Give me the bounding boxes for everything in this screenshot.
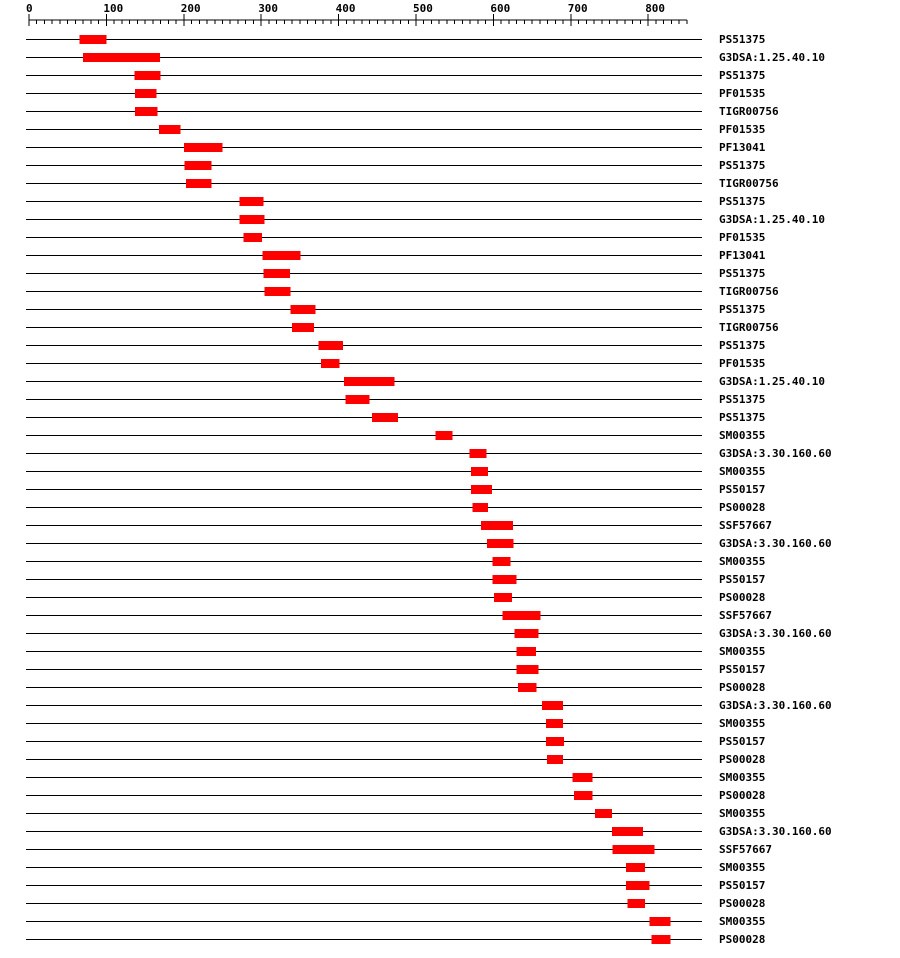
feature-track-row [26, 573, 765, 586]
domain-id-label: PS51375 [719, 195, 766, 208]
domain-id-label: SM00355 [719, 717, 766, 730]
domain-hit-bar[interactable] [159, 125, 181, 134]
feature-track-row [26, 303, 765, 316]
feature-track-row [26, 51, 825, 64]
domain-hit-bar[interactable] [134, 71, 160, 80]
domain-id-label: PS50157 [719, 879, 766, 892]
domain-hit-bar[interactable] [186, 179, 212, 188]
feature-track-row [26, 861, 765, 874]
domain-id-label: SM00355 [719, 555, 766, 568]
domain-id-label: SM00355 [719, 771, 766, 784]
feature-track-row [26, 627, 832, 640]
domain-hit-bar[interactable] [542, 701, 563, 710]
feature-track-row [26, 123, 765, 136]
ruler-tick-label: 600 [490, 2, 511, 15]
feature-track-row [26, 807, 765, 820]
domain-hit-bar[interactable] [547, 755, 563, 764]
domain-id-label: PS51375 [719, 69, 766, 82]
feature-track-row [26, 699, 832, 712]
feature-track-row [26, 105, 779, 118]
domain-id-label: PS00028 [719, 933, 766, 946]
domain-id-label: G3DSA:3.30.160.60 [719, 447, 832, 460]
domain-hit-bar[interactable] [240, 197, 264, 206]
domain-hit-bar[interactable] [651, 935, 670, 944]
domain-id-label: TIGR00756 [719, 285, 779, 298]
domain-hit-bar[interactable] [318, 341, 343, 350]
feature-track-row [26, 177, 779, 190]
domain-hit-bar[interactable] [613, 845, 655, 854]
feature-track-row [26, 483, 765, 496]
feature-track-row [26, 141, 766, 154]
feature-track-row [26, 555, 765, 568]
feature-track-row [26, 411, 765, 424]
domain-id-label: SSF57667 [719, 519, 772, 532]
domain-id-label: PS00028 [719, 681, 766, 694]
domain-hit-bar[interactable] [572, 773, 592, 782]
ruler-tick-label: 300 [258, 2, 279, 15]
domain-hit-bar[interactable] [574, 791, 593, 800]
domain-id-label: PS50157 [719, 663, 766, 676]
domain-id-label: PF01535 [719, 231, 766, 244]
ruler-tick-label: 400 [335, 2, 356, 15]
domain-id-label: TIGR00756 [719, 177, 779, 190]
domain-id-label: SM00355 [719, 645, 766, 658]
ruler-tick-label: 0 [26, 2, 33, 15]
domain-hit-bar[interactable] [346, 395, 370, 404]
domain-id-label: PS00028 [719, 789, 766, 802]
domain-hit-bar[interactable] [481, 521, 513, 530]
domain-id-label: PS00028 [719, 501, 766, 514]
domain-hit-bar[interactable] [627, 899, 645, 908]
domain-hit-bar[interactable] [243, 233, 262, 242]
domain-hit-bar[interactable] [471, 467, 488, 476]
domain-hit-bar[interactable] [473, 503, 488, 512]
domain-hit-bar[interactable] [344, 377, 394, 386]
domain-id-label: PS00028 [719, 591, 766, 604]
feature-track-row [26, 879, 765, 892]
feature-track-row [26, 249, 766, 262]
feature-track-row [26, 933, 765, 946]
domain-hit-bar[interactable] [83, 53, 160, 62]
domain-id-label: PS51375 [719, 267, 766, 280]
feature-track-row [26, 609, 772, 622]
domain-id-label: PF01535 [719, 123, 766, 136]
ruler-tick-label: 700 [567, 2, 588, 15]
domain-id-label: PS51375 [719, 411, 766, 424]
feature-track-row [26, 357, 765, 370]
domain-hit-bar[interactable] [264, 287, 290, 296]
feature-track-row [26, 897, 765, 910]
domain-hit-bar[interactable] [493, 557, 511, 566]
domain-hit-bar[interactable] [546, 737, 564, 746]
feature-track-row [26, 285, 779, 298]
feature-track-row [26, 339, 765, 352]
domain-hit-bar[interactable] [135, 89, 157, 98]
ruler-tick-label: 500 [413, 2, 433, 15]
feature-track-row [26, 33, 765, 46]
feature-track-row [26, 501, 765, 514]
domain-hit-bar[interactable] [503, 611, 541, 620]
feature-track-row [26, 231, 765, 244]
domain-id-label: SM00355 [719, 465, 766, 478]
domain-hit-bar[interactable] [471, 485, 492, 494]
feature-track-row [26, 753, 765, 766]
ruler-tick-label: 800 [645, 2, 666, 15]
domain-hit-bar[interactable] [517, 665, 539, 674]
domain-id-label: PS50157 [719, 483, 766, 496]
domain-hit-bar[interactable] [372, 413, 398, 422]
domain-id-label: PS50157 [719, 735, 766, 748]
domain-id-label: SSF57667 [719, 609, 772, 622]
domain-id-label: PF13041 [719, 141, 766, 154]
feature-track-row [26, 681, 765, 694]
domain-id-label: G3DSA:1.25.40.10 [719, 51, 825, 64]
domain-hit-bar[interactable] [469, 449, 486, 458]
domain-id-label: G3DSA:3.30.160.60 [719, 825, 832, 838]
feature-track-row [26, 519, 772, 532]
ruler-tick-label: 200 [180, 2, 201, 15]
domain-id-label: PS51375 [719, 339, 766, 352]
feature-track-row [26, 663, 765, 676]
domain-id-label: PS51375 [719, 159, 766, 172]
domain-id-label: PS51375 [719, 393, 766, 406]
feature-track-row [26, 717, 765, 730]
feature-track-row [26, 69, 765, 82]
feature-track-row [26, 429, 765, 442]
feature-track-row [26, 789, 765, 802]
domain-hit-bar[interactable] [263, 251, 301, 260]
feature-track-row [26, 195, 765, 208]
domain-id-label: G3DSA:1.25.40.10 [719, 213, 825, 226]
domain-id-label: G3DSA:1.25.40.10 [719, 375, 825, 388]
domain-hit-bar[interactable] [626, 863, 645, 872]
domain-id-label: PS50157 [719, 573, 766, 586]
domain-hit-bar[interactable] [626, 881, 650, 890]
domain-hit-bar[interactable] [487, 539, 513, 548]
feature-track-row [26, 771, 765, 784]
domain-id-label: PS51375 [719, 33, 766, 46]
domain-id-label: TIGR00756 [719, 105, 779, 118]
feature-track-row [26, 447, 832, 460]
domain-id-label: SM00355 [719, 429, 766, 442]
domain-hit-bar[interactable] [240, 215, 265, 224]
feature-track-row [26, 375, 825, 388]
domain-hit-bar[interactable] [184, 143, 223, 152]
position-ruler [26, 2, 687, 26]
feature-track-row [26, 393, 765, 406]
feature-track-row [26, 537, 832, 550]
domain-id-label: PS51375 [719, 303, 766, 316]
feature-track-row [26, 591, 765, 604]
feature-track-row [26, 735, 765, 748]
feature-tracks [26, 33, 832, 946]
feature-track-row [26, 825, 832, 838]
domain-id-label: G3DSA:3.30.160.60 [719, 627, 832, 640]
feature-track-row [26, 321, 779, 334]
domain-id-label: PF01535 [719, 87, 766, 100]
domain-hit-bar[interactable] [514, 629, 538, 638]
feature-track-row [26, 465, 765, 478]
feature-track-row [26, 87, 765, 100]
feature-track-row [26, 645, 765, 658]
feature-track-row [26, 267, 765, 280]
domain-id-label: G3DSA:3.30.160.60 [719, 699, 832, 712]
feature-track-row [26, 843, 772, 856]
domain-id-label: SM00355 [719, 861, 766, 874]
feature-track-row [26, 213, 825, 226]
domain-hit-bar[interactable] [79, 35, 106, 44]
domain-id-label: SSF57667 [719, 843, 772, 856]
domain-id-label: SM00355 [719, 807, 766, 820]
domain-hit-bar[interactable] [435, 431, 452, 440]
domain-hit-bar[interactable] [517, 647, 536, 656]
domain-id-label: G3DSA:3.30.160.60 [719, 537, 832, 550]
domain-id-label: PS00028 [719, 753, 766, 766]
domain-hit-bar[interactable] [264, 269, 290, 278]
domain-hit-bar[interactable] [546, 719, 563, 728]
domain-hit-bar[interactable] [518, 683, 537, 692]
domain-id-label: PS00028 [719, 897, 766, 910]
feature-track-row [26, 915, 765, 928]
domain-hit-bar[interactable] [135, 107, 157, 116]
domain-hit-bar[interactable] [650, 917, 671, 926]
ruler-tick-label: 100 [103, 2, 124, 15]
domain-hit-bar[interactable] [321, 359, 340, 368]
domain-hit-bar[interactable] [292, 323, 314, 332]
domain-hit-bar[interactable] [291, 305, 316, 314]
feature-track-row [26, 159, 765, 172]
domain-hit-bar[interactable] [185, 161, 212, 170]
domain-hit-bar[interactable] [493, 575, 517, 584]
domain-hit-bar[interactable] [612, 827, 643, 836]
domain-id-label: SM00355 [719, 915, 766, 928]
domain-id-label: TIGR00756 [719, 321, 779, 334]
domain-id-label: PF01535 [719, 357, 766, 370]
domain-hit-bar[interactable] [494, 593, 512, 602]
domain-hit-bar[interactable] [595, 809, 612, 818]
domain-id-label: PF13041 [719, 249, 766, 262]
